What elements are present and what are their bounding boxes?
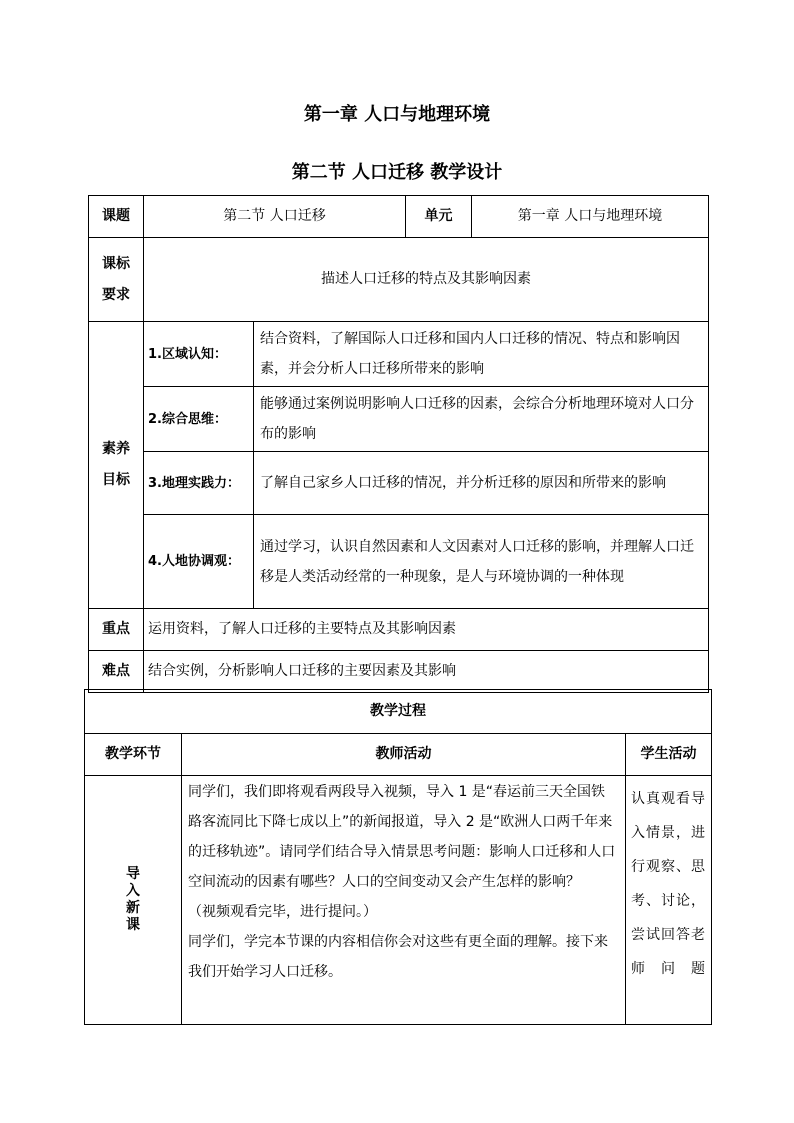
difficulty-value: 结合实例，分析影响人口迁移的主要因素及其影响 [144, 651, 709, 693]
teacher-paragraph: 同学们，我们即将观看两段导入视频，导入 1 是“春运前三天全国铁路客流同比下降七成以上”的新闻报道，导入 2 是“欧洲人口两千年来的迁移轨迹”。请同学们结合导入情景思考问题：影响人口迁移和人口空间流动的因素有哪些？人口的空间变动又会产生怎样的影响？ [188, 784, 616, 890]
process-table [84, 689, 712, 1025]
teacher-activity [182, 776, 626, 1025]
key-label: 重点 [89, 609, 144, 651]
student-activity: 认真观看导入情景，进行观察、思考、讨论，尝试回答老师问题 [626, 776, 712, 1025]
goal-label: 4.人地协调观： [144, 515, 254, 609]
info-table [88, 195, 709, 693]
chapter-title: 第一章 人口与地理环境 [303, 104, 491, 125]
col-student: 学生活动 [626, 734, 712, 776]
stage-cell: 导 入 新 课 [85, 776, 182, 1025]
standard-value: 描述人口迁移的特点及其影响因素 [144, 238, 709, 322]
process-header: 教学过程 [85, 690, 712, 734]
difficulty-label: 难点 [89, 651, 144, 693]
goal-label: 2.综合思维： [144, 387, 254, 452]
unit-label: 单元 [406, 196, 472, 238]
literacy-label: 素养 目标 [89, 322, 144, 609]
goal-text: 了解自己家乡人口迁移的情况，并分析迁移的原因和所带来的影响 [254, 452, 709, 515]
standard-label: 课标 要求 [89, 238, 144, 322]
col-stage: 教学环节 [85, 734, 182, 776]
goal-label: 3.地理实践力： [144, 452, 254, 515]
teacher-paragraph: （视频观看完毕，进行提问。） [188, 904, 377, 920]
goal-text: 能够通过案例说明影响人口迁移的因素，会综合分析地理环境对人口分布的影响 [254, 387, 709, 452]
col-teacher: 教师活动 [182, 734, 626, 776]
topic-label: 课题 [89, 196, 144, 238]
goal-text: 结合资料，了解国际人口迁移和国内人口迁移的情况、特点和影响因素，并会分析人口迁移所带来的影响 [254, 322, 709, 387]
goal-text: 通过学习，认识自然因素和人文因素对人口迁移的影响，并理解人口迁移是人类活动经常的一种现象，是人与环境协调的一种体现 [254, 515, 709, 609]
topic-value: 第二节 人口迁移 [144, 196, 406, 238]
unit-value: 第一章 人口与地理环境 [472, 196, 709, 238]
teacher-paragraph: 同学们，学完本节课的内容相信你会对这些有更全面的理解。接下来我们开始学习人口迁移。 [188, 934, 608, 980]
goal-label: 1.区域认知： [144, 322, 254, 387]
section-title: 第二节 人口迁移 教学设计 [291, 162, 503, 183]
key-value: 运用资料，了解人口迁移的主要特点及其影响因素 [144, 609, 709, 651]
